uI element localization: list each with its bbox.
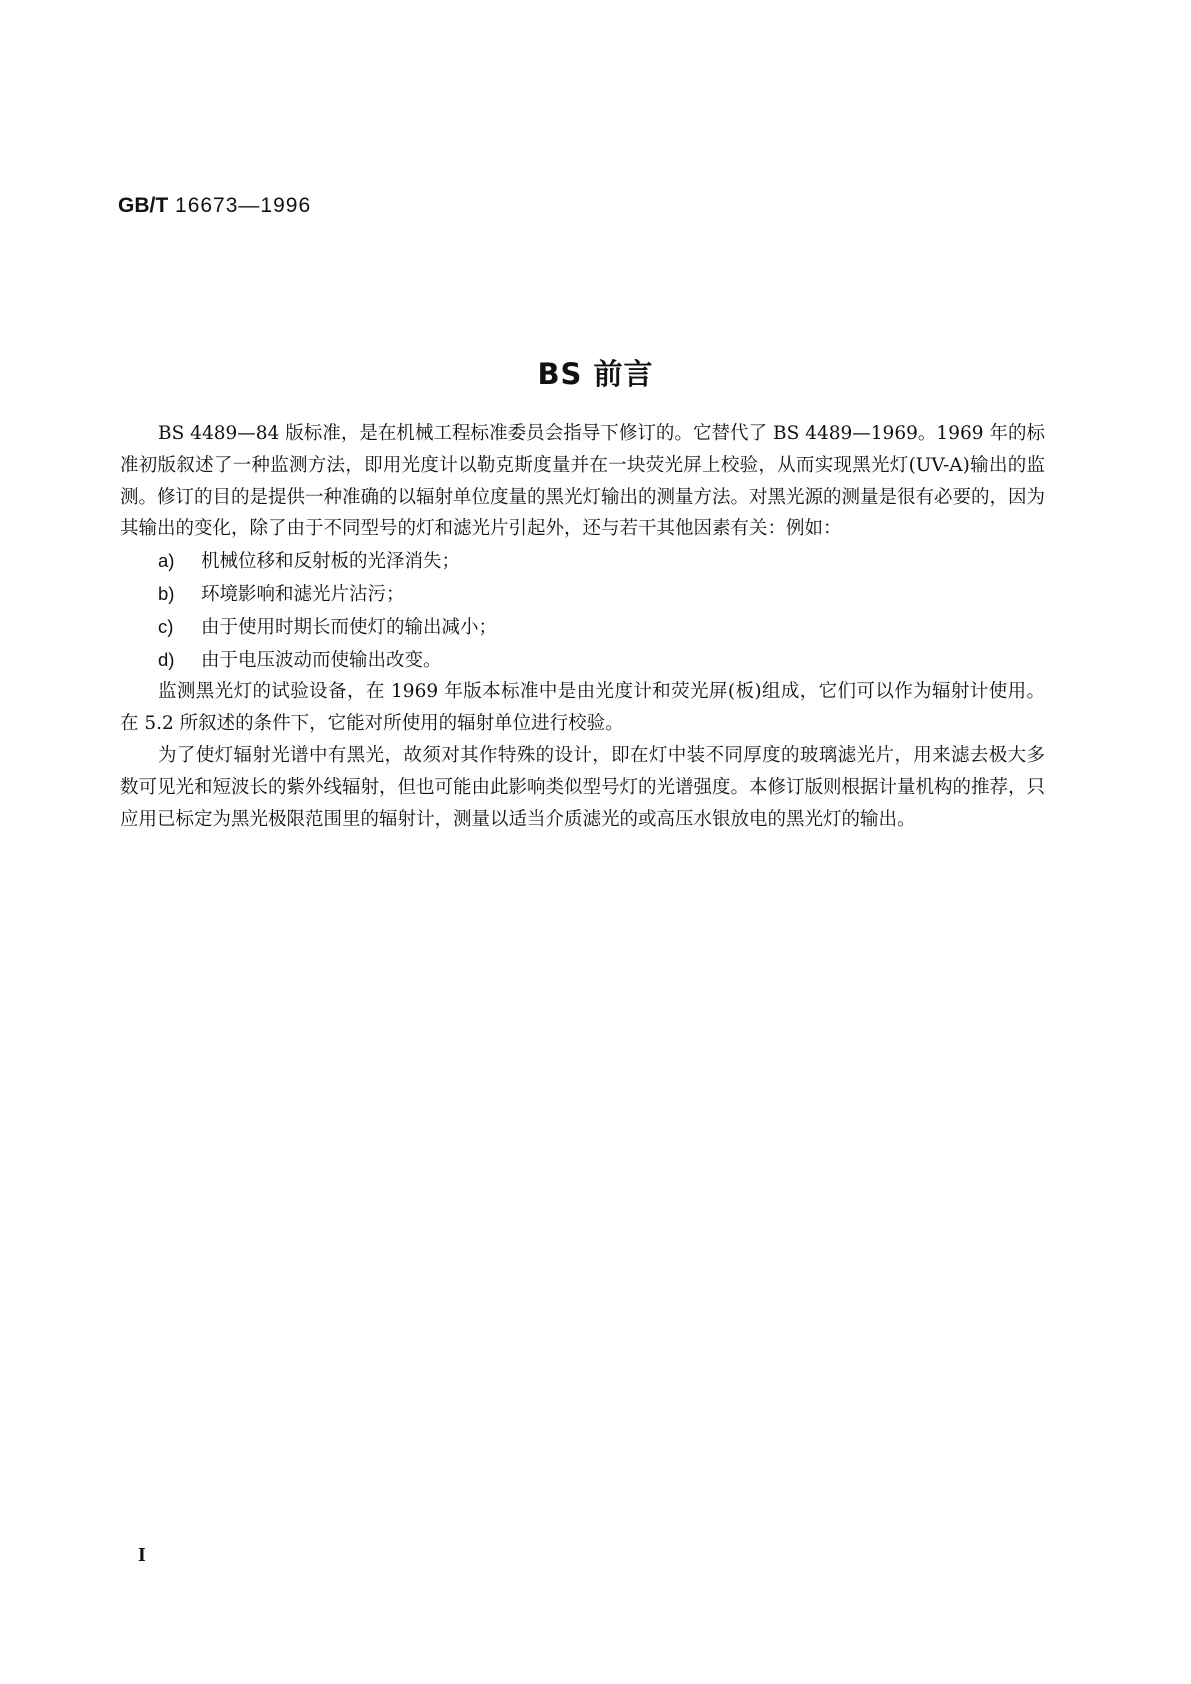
- list-marker: d): [158, 648, 175, 670]
- list-item: [120, 545, 1045, 578]
- standard-code: 16673—1996: [175, 194, 312, 217]
- design-paragraph: 为了使灯辐射光谱中有黑光，故须对其作特殊的设计，即在灯中装不同厚度的玻璃滤光片，用来滤去极大多数可见光和短波长的紫外线辐射，但也可能由此影响类似型号灯的光谱强度。本修订版则根据计量机构的推荐，只应用已标定为黑光极限范围里的辐射计，测量以适当介质滤光的或高压水银放电的黑光灯的输出。: [120, 744, 1046, 830]
- list-item: [120, 611, 1045, 644]
- factor-list: [120, 545, 1045, 676]
- equipment-paragraph: 监测黑光灯的试验设备，在 1969 年版本标准中是由光度计和荧光屏(板)组成，它们可以作为辐射计使用。在 5.2 所叙述的条件下，它能对所使用的辐射单位进行校验。: [120, 681, 1046, 735]
- list-marker: c): [158, 615, 174, 637]
- list-item-text: 环境影响和滤光片沾污；: [201, 583, 405, 605]
- list-item: [120, 644, 1045, 677]
- standard-prefix: GB/T: [118, 194, 169, 217]
- list-marker: a): [158, 550, 175, 572]
- intro-paragraph: BS 4489—84 版标准，是在机械工程标准委员会指导下修订的。它替代了 BS 4489—1969。1969 年的标准初版叙述了一种监测方法，即用光度计以勒克斯度量并在一块荧光屏上校验，从而实现黑光灯(UV-A)输出的监测。修订的目的是提供一种准确的以辐射单位度量的黑光灯输出的测量方法。对黑光源的测量是很有必要的，因为其输出的变化，除了由于不同型号的灯和滤光片引起外，还与若干其他因素有关：例如：: [120, 423, 1046, 540]
- list-item-text: 由于电压波动而使输出改变。: [201, 649, 442, 671]
- standard-number: [118, 194, 311, 218]
- list-item-text: 机械位移和反射板的光泽消失；: [201, 551, 461, 573]
- list-item-text: 由于使用时期长而使灯的输出减小；: [201, 616, 498, 638]
- document-body: [120, 418, 1045, 835]
- page-title: BS 前言: [537, 357, 654, 391]
- list-marker: b): [158, 582, 175, 604]
- page-number: I: [138, 1544, 146, 1566]
- list-item: [120, 578, 1045, 611]
